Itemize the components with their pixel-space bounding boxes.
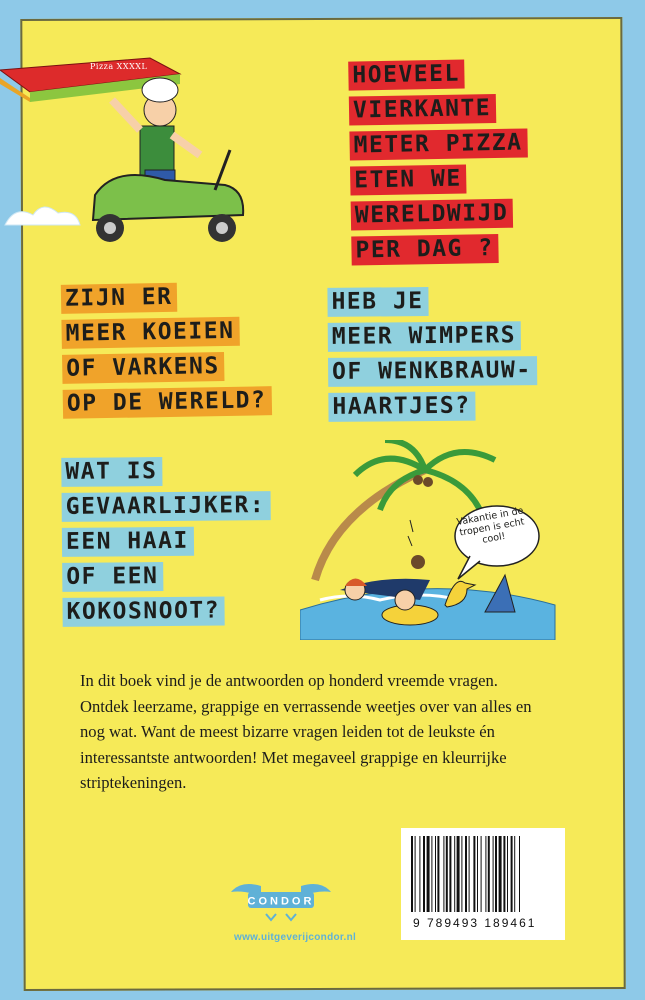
- question-line: ETEN WE: [350, 165, 467, 196]
- barcode-bar: [511, 836, 513, 912]
- question-line: WERELDWIJD: [351, 199, 514, 231]
- barcode-bar: [499, 836, 502, 912]
- barcode-bar: [519, 836, 520, 912]
- question-cows-pigs: [61, 281, 272, 425]
- barcode-bar: [493, 836, 494, 912]
- blurb-text: In dit boek vind je de antwoorden op honderd vreemde vragen. Ontdek leerzame, grappige en verrassende weetjes over van alles en nog wat. Want de meest bizarre vragen leiden tot de leukste én interessantste antwoorden! Met megaveel grappige en kleurrijke striptekeningen.: [80, 671, 532, 792]
- question-pizza: [348, 58, 529, 271]
- barcode-bar: [488, 836, 490, 912]
- barcode-bar: [485, 836, 486, 912]
- barcode-bar: [411, 836, 413, 912]
- barcode-bar: [495, 836, 497, 912]
- barcode-bar: [481, 836, 482, 912]
- barcode-bar: [446, 836, 448, 912]
- question-line: METER PIZZA: [349, 128, 527, 160]
- barcode-bar: [507, 836, 508, 912]
- question-eyelashes: [327, 286, 537, 428]
- question-line: EEN HAAI: [62, 527, 194, 557]
- barcode-bar: [477, 836, 478, 912]
- barcode-bar: [437, 836, 439, 912]
- question-line: OF WENKBRAUW-: [328, 356, 537, 387]
- question-line: MEER WIMPERS: [328, 321, 521, 352]
- barcode-bar: [503, 836, 505, 912]
- barcode-bar: [469, 836, 470, 912]
- question-line: KOKOSNOOT?: [62, 596, 225, 626]
- question-line: OF EEN: [62, 562, 163, 592]
- barcode-bar: [443, 836, 444, 912]
- barcode-bar: [465, 836, 467, 912]
- publisher-website: www.uitgeverijcondor.nl: [234, 932, 357, 943]
- barcode-bars: [409, 836, 557, 914]
- barcode-bar: [435, 836, 436, 912]
- question-shark-coconut: [61, 456, 271, 633]
- question-line: HEB JE: [327, 287, 428, 317]
- barcode-bar: [514, 836, 515, 912]
- question-line: OP DE WERELD?: [63, 386, 272, 419]
- condor-logo: [226, 878, 336, 928]
- back-cover-blurb: [80, 668, 550, 796]
- question-line: ZIJN ER: [61, 283, 178, 314]
- isbn-barcode: [401, 828, 565, 940]
- barcode-bar: [473, 836, 475, 912]
- question-line: GEVAARLIJKER:: [62, 491, 271, 522]
- question-line: OF VARKENS: [62, 352, 225, 384]
- barcode-bar: [461, 836, 462, 912]
- question-line: VIERKANTE: [349, 94, 497, 126]
- barcode-bar: [415, 836, 416, 912]
- question-line: HOEVEEL: [348, 60, 465, 91]
- logo-text: CONDOR: [247, 895, 315, 908]
- question-line: PER DAG ?: [351, 234, 499, 266]
- isbn-number: 9 789493 189461: [413, 916, 537, 930]
- pizza-box-label: Pizza XXXXL: [90, 62, 148, 71]
- barcode-bar: [431, 836, 432, 912]
- question-line: WAT IS: [61, 457, 162, 487]
- pizza-scooter-illustration: [0, 40, 270, 250]
- barcode-bar: [423, 836, 425, 912]
- question-line: HAARTJES?: [328, 392, 475, 422]
- barcode-bar: [427, 836, 430, 912]
- barcode-bar: [449, 836, 451, 912]
- barcode-bar: [419, 836, 420, 912]
- barcode-bar: [454, 836, 455, 912]
- question-line: MEER KOEIEN: [61, 317, 239, 349]
- speech-bubble-text: Vakantie in de tropen is echt cool!: [455, 505, 526, 546]
- barcode-bar: [457, 836, 460, 912]
